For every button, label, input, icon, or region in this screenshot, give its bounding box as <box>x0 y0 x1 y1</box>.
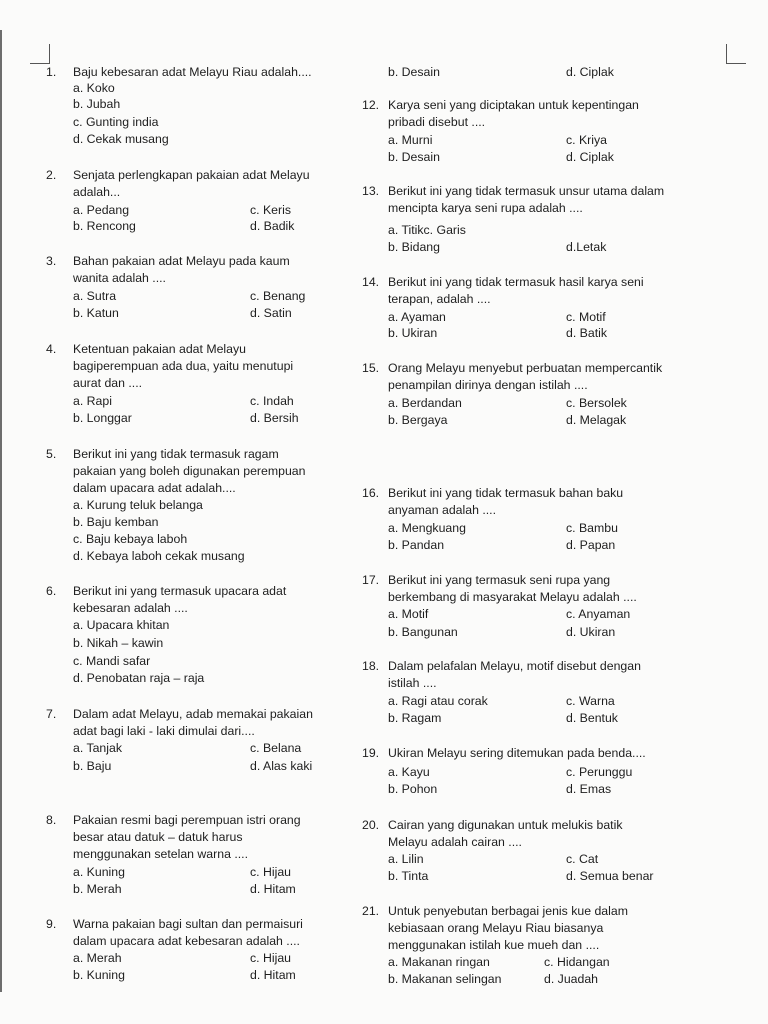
question-number: 3. <box>46 254 57 268</box>
answer-option: d. Papan <box>566 538 616 552</box>
question-number: 8. <box>46 813 57 827</box>
question-number: 4. <box>46 342 57 356</box>
answer-option: a. Pedang <box>73 203 130 217</box>
question-text-line: Berikut ini yang termasuk upacara adat <box>73 584 287 598</box>
answer-option: d. Emas <box>566 782 612 796</box>
answer-option: c. Belana <box>250 741 302 755</box>
question-number: 6. <box>46 584 57 598</box>
answer-option: a. Merah <box>73 951 122 965</box>
answer-option: d. Melagak <box>566 413 627 427</box>
answer-option: c. Kriya <box>566 133 607 147</box>
answer-option: b. Bergaya <box>388 413 448 427</box>
question-number: 14. <box>362 275 380 289</box>
question-number: 7. <box>46 707 57 721</box>
answer-option: c. Cat <box>566 852 599 866</box>
answer-option: d. Ukiran <box>566 625 616 639</box>
answer-option: d. Cekak musang <box>73 132 169 146</box>
question-text-line: dalam upacara adat adalah.... <box>73 481 236 496</box>
answer-option: d. Kebaya laboh cekak musang <box>73 549 245 563</box>
question-text-line: Baju kebesaran adat Melayu Riau adalah.... <box>73 65 312 79</box>
question-text-line: kebesaran adalah .... <box>73 601 188 616</box>
question-number: 21. <box>362 904 380 918</box>
answer-option: c. Bersolek <box>566 396 627 410</box>
answer-option: d. Hitam <box>250 968 296 982</box>
question-text-line: istilah .... <box>388 676 437 691</box>
question-number: 17. <box>362 573 380 587</box>
answer-option: c. Motif <box>566 310 606 324</box>
answer-option: a. Kurung teluk belanga <box>73 498 203 512</box>
question-number: 13. <box>362 184 380 198</box>
answer-option: b. Baju kemban <box>73 515 159 529</box>
answer-option: d. Batik <box>566 326 608 340</box>
answer-option: d. Satin <box>250 306 292 320</box>
question-text-line: dalam upacara adat kebesaran adalah .... <box>73 934 300 949</box>
answer-option: c. Keris <box>250 203 291 217</box>
answer-option: b. Ragam <box>388 711 442 725</box>
answer-option: d. Semua benar <box>566 869 654 883</box>
answer-option: c. Warna <box>566 694 615 708</box>
question-text-line: Bahan pakaian adat Melayu pada kaum <box>73 254 290 268</box>
answer-option: a. Rapi <box>73 394 112 408</box>
answer-option: b. Ukiran <box>388 326 438 340</box>
question-text-line: terapan, adalah .... <box>388 292 491 307</box>
question-number: 9. <box>46 917 57 931</box>
question-text-line: Karya seni yang diciptakan untuk kepentingan <box>388 98 639 112</box>
answer-option: d. Ciplak <box>566 150 614 164</box>
question-number: 15. <box>362 361 380 375</box>
answer-option: b. Nikah – kawin <box>73 636 164 650</box>
question-text-line: penampilan dirinya dengan istilah .... <box>388 378 588 393</box>
answer-option: c. Bambu <box>566 521 618 535</box>
question-number: 18. <box>362 659 380 673</box>
page-scan-edge <box>0 30 2 992</box>
question-number: 12. <box>362 98 380 112</box>
answer-option: a. Titikc. Garis <box>388 223 466 237</box>
question-text-line: Dalam adat Melayu, adab memakai pakaian <box>73 707 313 721</box>
answer-option: b. Pandan <box>388 538 445 552</box>
question-text-line: Untuk penyebutan berbagai jenis kue dalam <box>388 904 628 918</box>
question-text-line: Berikut ini yang tidak termasuk unsur utama dalam <box>388 184 665 198</box>
answer-option: a. Mengkuang <box>388 521 466 535</box>
question-text-line: Berikut ini yang tidak termasuk bahan baku <box>388 486 624 500</box>
question-text-line: Berikut ini yang tidak termasuk hasil karya seni <box>388 275 644 289</box>
answer-option: a. Koko <box>73 81 115 95</box>
answer-option: d. Badik <box>250 219 295 233</box>
answer-option: c. Baju kebaya laboh <box>73 532 188 546</box>
question-number: 19. <box>362 746 380 760</box>
question-text-line: kebiasaan orang Melayu Riau biasanya <box>388 921 604 936</box>
question-text-line: wanita adalah .... <box>73 271 166 286</box>
question-number: 16. <box>362 486 380 500</box>
question-text-line: Dalam pelafalan Melayu, motif disebut dengan <box>388 659 641 673</box>
answer-option: a. Sutra <box>73 289 117 303</box>
answer-option: a. Kuning <box>73 865 125 879</box>
question-text-line: Pakaian resmi bagi perempuan istri orang <box>73 813 301 827</box>
question-number: 1. <box>46 65 57 79</box>
answer-option: b. Pohon <box>388 782 438 796</box>
answer-option: b. Katun <box>73 306 119 320</box>
answer-option: b. Makanan selingan <box>388 972 502 986</box>
answer-option: d. Alas kaki <box>250 759 313 773</box>
answer-option: a. Kayu <box>388 765 430 779</box>
answer-option: d. Penobatan raja – raja <box>73 671 205 685</box>
answer-option: c. Gunting india <box>73 115 159 129</box>
answer-option: d.Letak <box>566 240 607 254</box>
answer-option: c. Mandi safar <box>73 654 151 668</box>
question-text-line: pakaian yang boleh digunakan perempuan <box>73 464 306 479</box>
question-text-line: Orang Melayu menyebut perbuatan mempercantik <box>388 361 663 375</box>
answer-option: a. Motif <box>388 607 429 621</box>
answer-option: d. Bentuk <box>566 711 618 725</box>
answer-option: c. Benang <box>250 289 306 303</box>
answer-option: c. Anyaman <box>566 607 631 621</box>
question-text-line: berkembang di masyarakat Melayu adalah .... <box>388 590 637 605</box>
answer-option: d. Bersih <box>250 411 299 425</box>
question-text-line: Senjata perlengkapan pakaian adat Melayu <box>73 168 310 182</box>
answer-option: b. Desain <box>388 150 440 164</box>
answer-option: c. Hijau <box>250 951 292 965</box>
answer-option: b. Tinta <box>388 869 429 883</box>
answer-option: b. Desain <box>388 65 440 79</box>
question-number: 20. <box>362 818 380 832</box>
question-text-line: Melayu adalah cairan .... <box>388 835 522 850</box>
answer-option: a. Upacara khitan <box>73 618 170 632</box>
answer-option: a. Tanjak <box>73 741 122 755</box>
question-text-line: adalah... <box>73 185 121 200</box>
answer-option: c. Indah <box>250 394 294 408</box>
answer-option: c. Hijau <box>250 865 292 879</box>
answer-option: a. Lilin <box>388 852 424 866</box>
answer-option: a. Murni <box>388 133 433 147</box>
answer-option: a. Makanan ringan <box>388 955 490 969</box>
question-text-line: Berikut ini yang termasuk seni rupa yang <box>388 573 611 587</box>
question-text-line: Cairan yang digunakan untuk melukis batik <box>388 818 623 832</box>
question-text-line: adat bagi laki - laki dimulai dari.... <box>73 724 255 739</box>
answer-option: b. Merah <box>73 882 122 896</box>
question-number: 2. <box>46 168 57 182</box>
question-number: 5. <box>46 447 57 461</box>
question-text-line: menggunakan setelan warna .... <box>73 847 249 862</box>
question-text-line: Ketentuan pakaian adat Melayu <box>73 342 246 356</box>
answer-option: d. Ciplak <box>566 65 614 79</box>
question-text-line: bagiperempuan ada dua, yaitu menutupi <box>73 359 294 374</box>
answer-option: b. Longgar <box>73 411 132 425</box>
answer-option: b. Rencong <box>73 219 136 233</box>
question-text-line: Berikut ini yang tidak termasuk ragam <box>73 447 279 461</box>
answer-option: a. Ragi atau corak <box>388 694 488 708</box>
question-text-line: mencipta karya seni rupa adalah .... <box>388 201 583 216</box>
answer-option: d. Hitam <box>250 882 296 896</box>
question-text-line: Ukiran Melayu sering ditemukan pada benda.... <box>388 746 646 760</box>
question-text-line: Warna pakaian bagi sultan dan permaisuri <box>73 917 303 931</box>
question-text-line: aurat dan .... <box>73 376 143 391</box>
answer-option: b. Jubah <box>73 97 121 111</box>
answer-option: a. Ayaman <box>388 310 446 324</box>
answer-option: d. Juadah <box>544 972 599 986</box>
answer-option: b. Kuning <box>73 968 125 982</box>
answer-option: c. Hidangan <box>544 955 610 969</box>
answer-option: c. Perunggu <box>566 765 633 779</box>
question-text-line: besar atau datuk – datuk harus <box>73 830 243 845</box>
question-text-line: anyaman adalah .... <box>388 503 497 518</box>
answer-option: b. Bidang <box>388 240 440 254</box>
question-text-line: pribadi disebut .... <box>388 115 486 130</box>
answer-option: b. Bangunan <box>388 625 458 639</box>
question-text-line: menggunakan istilah kue mueh dan .... <box>388 938 600 953</box>
answer-option: b. Baju <box>73 759 112 773</box>
answer-option: a. Berdandan <box>388 396 462 410</box>
